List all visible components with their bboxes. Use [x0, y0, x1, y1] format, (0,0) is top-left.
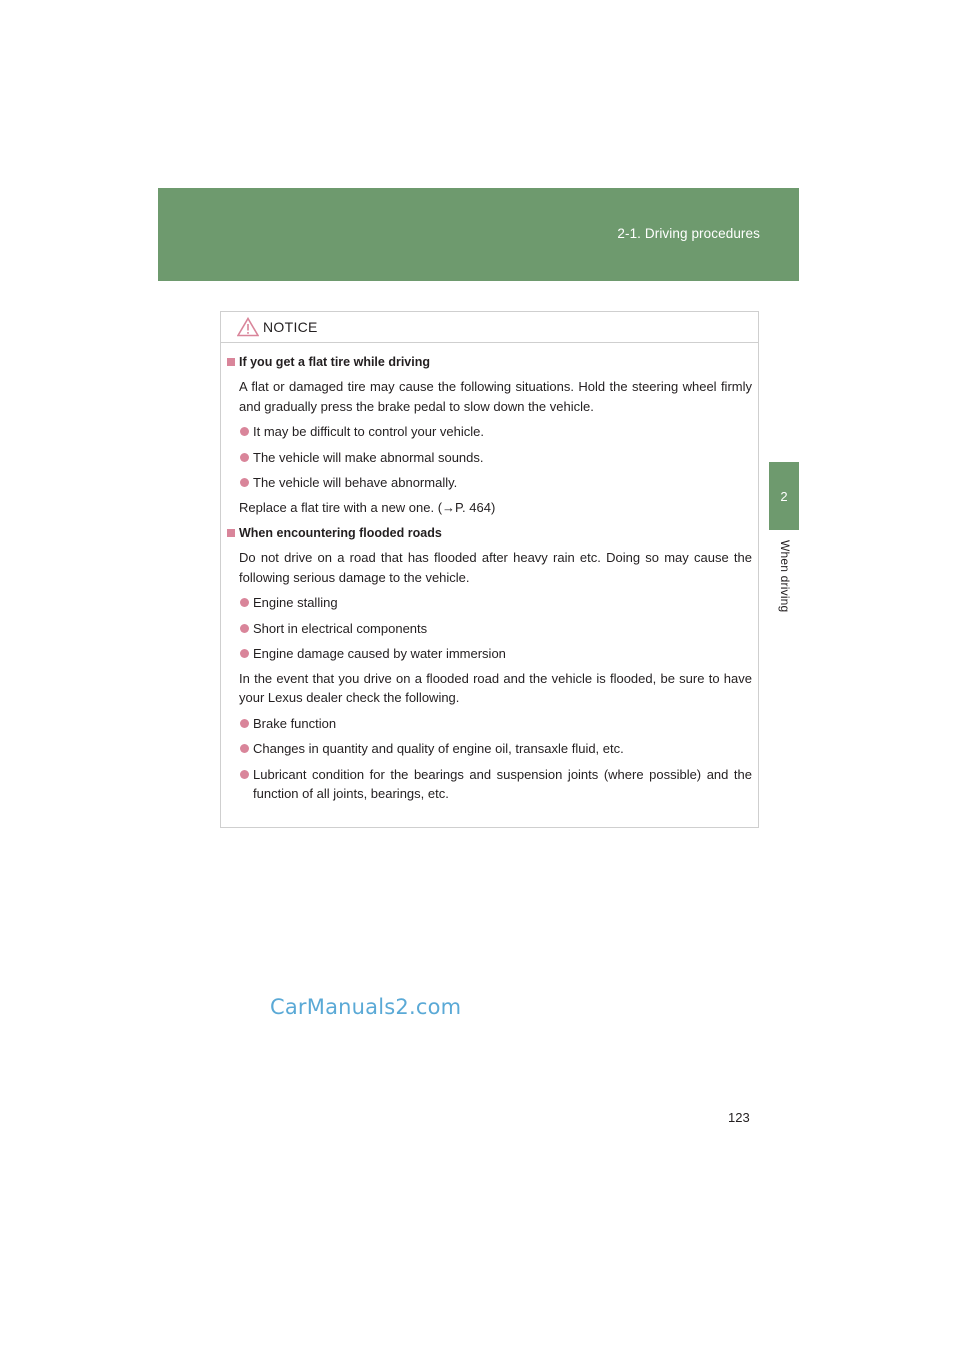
list-item: Engine damage caused by water immersion [239, 644, 752, 664]
chapter-number: 2 [780, 489, 788, 504]
warning-triangle-icon [237, 317, 259, 337]
list-item: The vehicle will make abnormal sounds. [239, 448, 752, 468]
paragraph: A flat or damaged tire may cause the following situations. Hold the steering wheel firmly and gradually press the brake pedal to slow down the vehicle. [239, 379, 752, 414]
page-number: 123 [728, 1110, 750, 1125]
bullet-dot-icon [240, 649, 249, 658]
bullet-dot-icon [240, 478, 249, 487]
paragraph: Replace a flat tire with a new one. (→P. 464) [239, 499, 496, 515]
bullet-dot-icon [240, 719, 249, 728]
list-item: Short in electrical components [239, 619, 752, 639]
list-item: It may be difficult to control your vehicle. [239, 422, 752, 442]
chapter-tab [769, 462, 799, 530]
chapter-label-text: When driving [778, 540, 792, 613]
list-item: Changes in quantity and quality of engine oil, transaxle fluid, etc. [239, 739, 752, 759]
watermark-link[interactable]: CarManuals2.com [270, 995, 462, 1019]
square-bullet-icon [227, 358, 235, 366]
notice-title: NOTICE [263, 319, 318, 335]
section-heading-flooded-roads: When encountering flooded roads [225, 523, 758, 543]
bullet-dot-icon [240, 453, 249, 462]
square-bullet-icon [227, 529, 235, 537]
paragraph: Do not drive on a road that has flooded after heavy rain etc. Doing so may cause the following serious damage to the vehicle. [239, 550, 752, 585]
section-heading-flat-tire: If you get a flat tire while driving [225, 352, 758, 372]
notice-header [221, 312, 758, 343]
notice-box [220, 311, 759, 828]
list-item: The vehicle will behave abnormally. [239, 473, 752, 493]
bullet-dot-icon [240, 427, 249, 436]
bullet-dot-icon [240, 624, 249, 633]
header-band [158, 188, 799, 281]
section-title: 2-1. Driving procedures [617, 226, 760, 241]
paragraph: In the event that you drive on a flooded road and the vehicle is flooded, be sure to have your Lexus dealer check the following. [239, 670, 752, 705]
bullet-dot-icon [240, 770, 249, 779]
list-item: Engine stalling [239, 593, 752, 613]
chapter-label [770, 540, 800, 630]
bullet-dot-icon [240, 598, 249, 607]
bullet-dot-icon [240, 744, 249, 753]
list-item: Brake function [239, 714, 752, 734]
notice-body [221, 352, 758, 804]
list-item: Lubricant condition for the bearings and suspension joints (where possible) and the function of all joints, bearings, etc. [239, 765, 752, 804]
